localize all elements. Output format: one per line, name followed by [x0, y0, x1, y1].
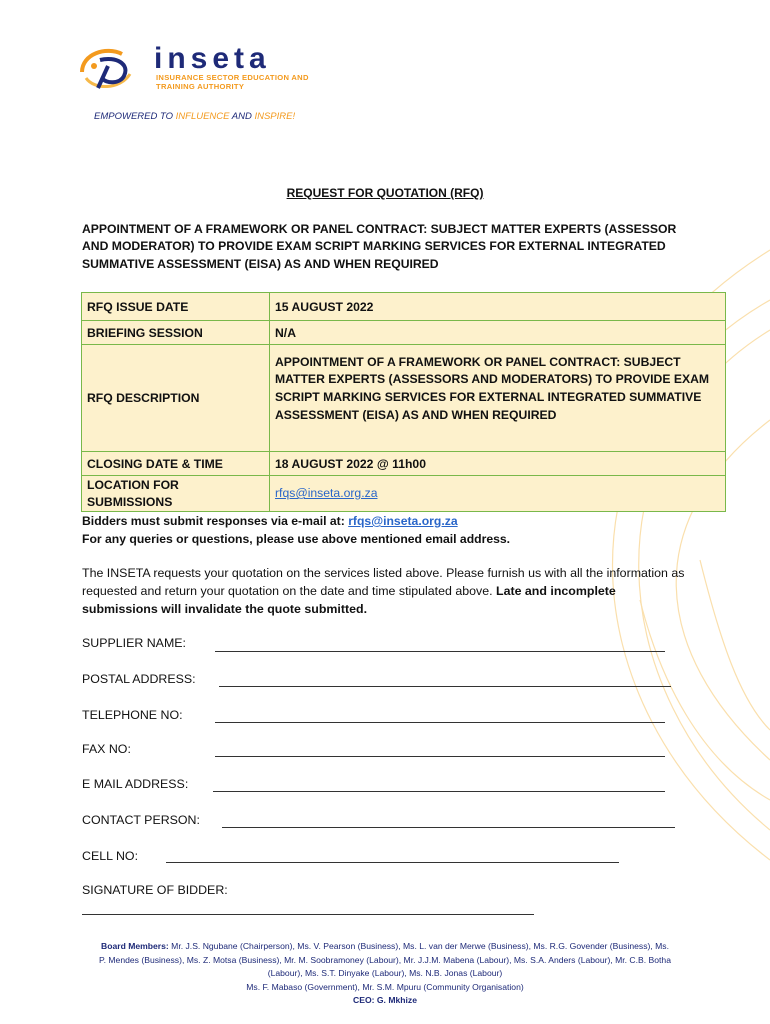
fax-line[interactable]: [215, 756, 665, 757]
signature-label: SIGNATURE OF BIDDER:: [82, 883, 228, 897]
tagline-part: AND: [229, 111, 255, 122]
bidders-line: [82, 512, 510, 530]
table-row: [82, 476, 726, 512]
intro-paragraph: [82, 564, 692, 618]
briefing-session-label: BRIEFING SESSION: [82, 321, 270, 345]
supplier-name-label: SUPPLIER NAME:: [82, 636, 186, 650]
location-email-link[interactable]: rfqs@inseta.org.za: [275, 486, 378, 500]
logo-wordmark: inseta: [154, 42, 271, 75]
postal-address-line[interactable]: [219, 686, 671, 687]
bidders-prefix: Bidders must submit responses via e-mail at:: [82, 514, 349, 528]
table-row: [82, 321, 726, 345]
bidders-email-link[interactable]: rfqs@inseta.org.za: [348, 514, 458, 528]
signature-line[interactable]: [82, 914, 534, 915]
tagline-highlight: INSPIRE!: [254, 111, 296, 122]
cell-line[interactable]: [166, 862, 619, 863]
table-row: [82, 345, 726, 452]
rfq-details-table: [81, 292, 726, 512]
board-members-line-1: Mr. J.S. Ngubane (Chairperson), Ms. V. Pearson (Business), Ms. L. van der Merwe (Business), Ms. R.G. Govender (Business), Ms.: [168, 941, 669, 951]
board-members-line-2: P. Mendes (Business), Ms. Z. Motsa (Business), Mr. M. Soobramoney (Labour), Mr. J.J.M. Mabena (Labour), Ms. S.A. Anders (Labour), Mr. C.B. Botha: [98, 954, 671, 965]
contact-person-line[interactable]: [222, 827, 675, 828]
board-members-label: Board Members:: [100, 941, 169, 951]
postal-address-label: POSTAL ADDRESS:: [82, 672, 196, 686]
briefing-session-value: N/A: [270, 321, 726, 345]
rfq-description-label: RFQ DESCRIPTION: [82, 345, 270, 452]
rfq-description-cell: [270, 345, 726, 452]
footer-line: [60, 940, 710, 954]
issue-date-label: RFQ ISSUE DATE: [82, 293, 270, 321]
location-cell: [270, 476, 726, 512]
intro-warning: Late and incomplete submissions will invalidate the quote submitted.: [82, 584, 616, 616]
contact-person-label: CONTACT PERSON:: [82, 813, 200, 827]
email-label: E MAIL ADDRESS:: [82, 777, 189, 791]
closing-date-value: 18 AUGUST 2022 @ 11h00: [270, 452, 726, 476]
queries-line: For any queries or questions, please use above mentioned email address.: [82, 532, 511, 546]
bidder-instructions: [82, 512, 510, 548]
table-row: [82, 293, 726, 321]
tagline-part: EMPOWERED TO: [94, 111, 176, 122]
telephone-label: TELEPHONE NO:: [82, 708, 183, 722]
board-members-footer: [60, 940, 710, 1008]
rfq-description-value: APPOINTMENT OF A FRAMEWORK OR PANEL CONTRACT: SUBJECT MATTER EXPERTS (ASSESSORS AND MODERATORS) TO PROVIDE EXAM SCRIPT MARKING SERVICES FOR EXTERNAL INTEGRATED SUMMATIVE ASSESSMENT (EISA) AS AND WHEN REQUIRED: [275, 354, 710, 422]
ceo-line: [60, 994, 710, 1008]
ceo-name: CEO: G. Mkhize: [353, 995, 417, 1005]
intro-text: The INSETA requests your quotation on the services listed above. Please furnish us with all the information as requested and return your quotation on the date and time stipulated above.: [82, 566, 685, 598]
issue-date-value: 15 AUGUST 2022: [270, 293, 726, 321]
inseta-logo-icon: [76, 44, 138, 94]
board-members-line-4: Ms. F. Mabaso (Government), Mr. S.M. Mpuru (Community Organisation): [246, 981, 524, 992]
tagline-highlight: INFLUENCE: [175, 111, 230, 122]
cell-label: CELL NO:: [82, 849, 139, 863]
telephone-line[interactable]: [215, 722, 665, 723]
closing-date-label: CLOSING DATE & TIME: [82, 452, 270, 476]
document-title: REQUEST FOR QUOTATION (RFQ): [286, 186, 484, 200]
location-label: LOCATION FOR SUBMISSIONS: [82, 476, 270, 512]
fax-label: FAX NO:: [82, 742, 131, 756]
table-row: [82, 452, 726, 476]
logo-subtitle: INSURANCE SECTOR EDUCATION AND TRAINING AUTHORITY: [156, 73, 309, 91]
document-subject: APPOINTMENT OF A FRAMEWORK OR PANEL CONTRACT: SUBJECT MATTER EXPERTS (ASSESSOR AND MODERATOR) TO PROVIDE EXAM SCRIPT MARKING SERVICES FOR EXTERNAL INTEGRATED SUMMATIVE ASSESSMENT (EISA) AS AND WHEN REQUIRED: [82, 222, 677, 271]
email-line[interactable]: [213, 791, 665, 792]
tagline: [94, 111, 295, 122]
supplier-name-line[interactable]: [215, 651, 665, 652]
board-members-line-3: (Labour), Ms. S.T. Dinyake (Labour), Ms. N.B. Jonas (Labour): [267, 968, 503, 978]
